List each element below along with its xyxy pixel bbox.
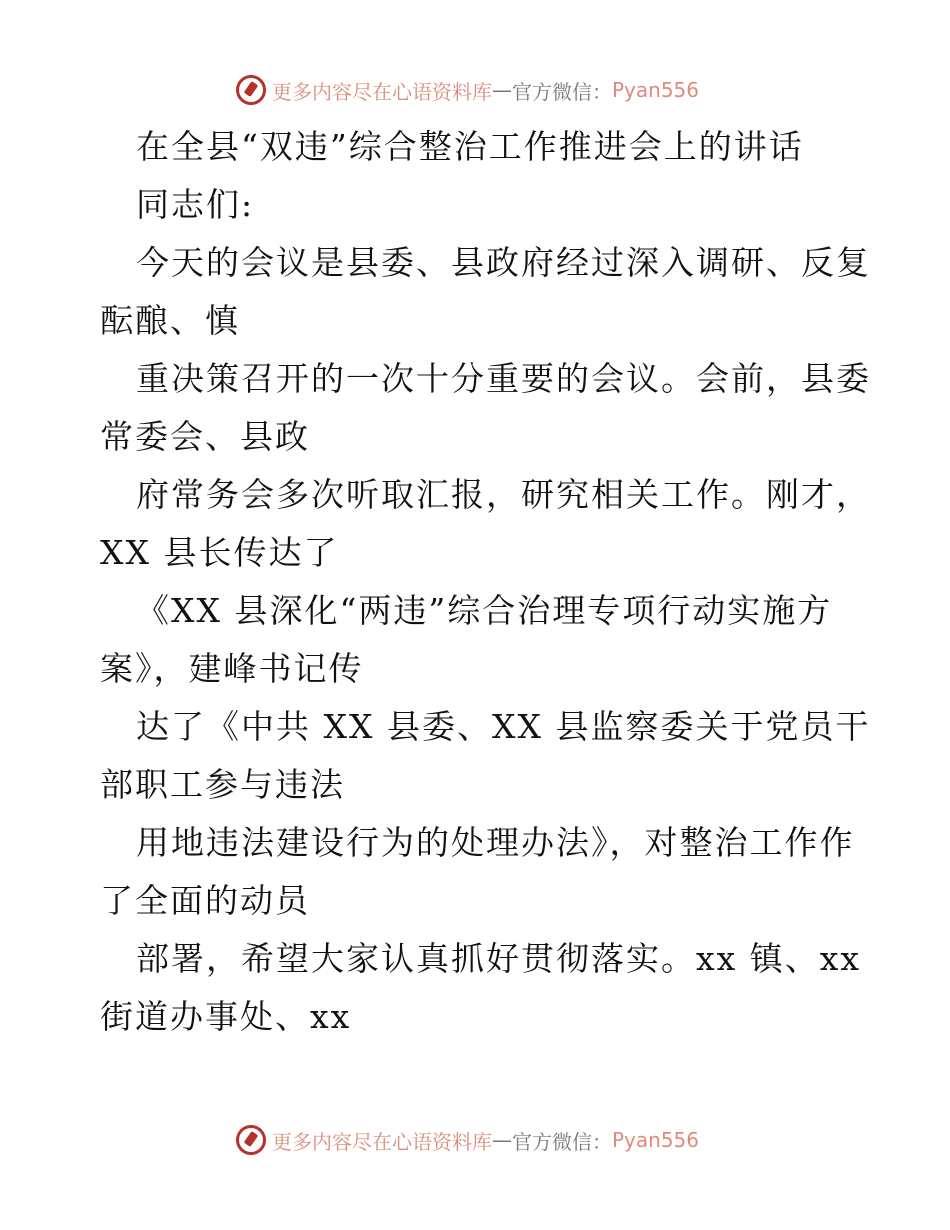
watermark-site: 更多内容尽在心语资料库 xyxy=(272,79,492,104)
header-watermark xyxy=(236,72,699,108)
watermark-id: Pyan556 xyxy=(612,1128,700,1152)
text-line: 重决策召开的一次十分重要的会议。会前，县委 xyxy=(136,359,871,398)
text-line: 府常务会多次听取汇报，研究相关工作。刚才， xyxy=(136,475,871,514)
text-line: 了全面的动员 xyxy=(100,881,310,920)
watermark-site: 更多内容尽在心语资料库 xyxy=(272,1129,492,1154)
document-title: 在全县“双违”综合整治工作推进会上的讲话 xyxy=(136,127,804,166)
text-line: 部署，希望大家认真抓好贯彻落实。xx 镇、xx xyxy=(136,939,861,978)
text-line: 达了《中共 XX 县委、XX 县监察委关于党员干 xyxy=(136,707,871,746)
logo-icon xyxy=(236,1125,266,1155)
text-line: 《XX 县深化“两违”综合治理专项行动实施方 xyxy=(136,591,833,630)
text-line: XX 县长传达了 xyxy=(100,533,339,572)
text-line: 用地违法建设行为的处理办法》，对整治工作作 xyxy=(136,823,855,862)
text-line: 今天的会议是县委、县政府经过深入调研、反复 xyxy=(136,243,871,282)
text-line: 街道办事处、xx xyxy=(100,997,352,1036)
salutation: 同志们: xyxy=(136,185,255,224)
text-line: 常委会、县政 xyxy=(100,417,310,456)
watermark-id: Pyan556 xyxy=(612,78,700,102)
logo-icon xyxy=(236,75,266,105)
text-line: 部职工参与违法 xyxy=(100,765,345,804)
watermark-dash: — xyxy=(492,1128,512,1152)
text-line: 案》，建峰书记传 xyxy=(100,649,364,688)
watermark-label: 官方微信： xyxy=(512,79,612,104)
watermark-label: 官方微信： xyxy=(512,1129,612,1154)
footer-watermark xyxy=(236,1122,699,1158)
watermark-dash: — xyxy=(492,78,512,102)
text-line: 酝酿、慎 xyxy=(100,301,240,340)
